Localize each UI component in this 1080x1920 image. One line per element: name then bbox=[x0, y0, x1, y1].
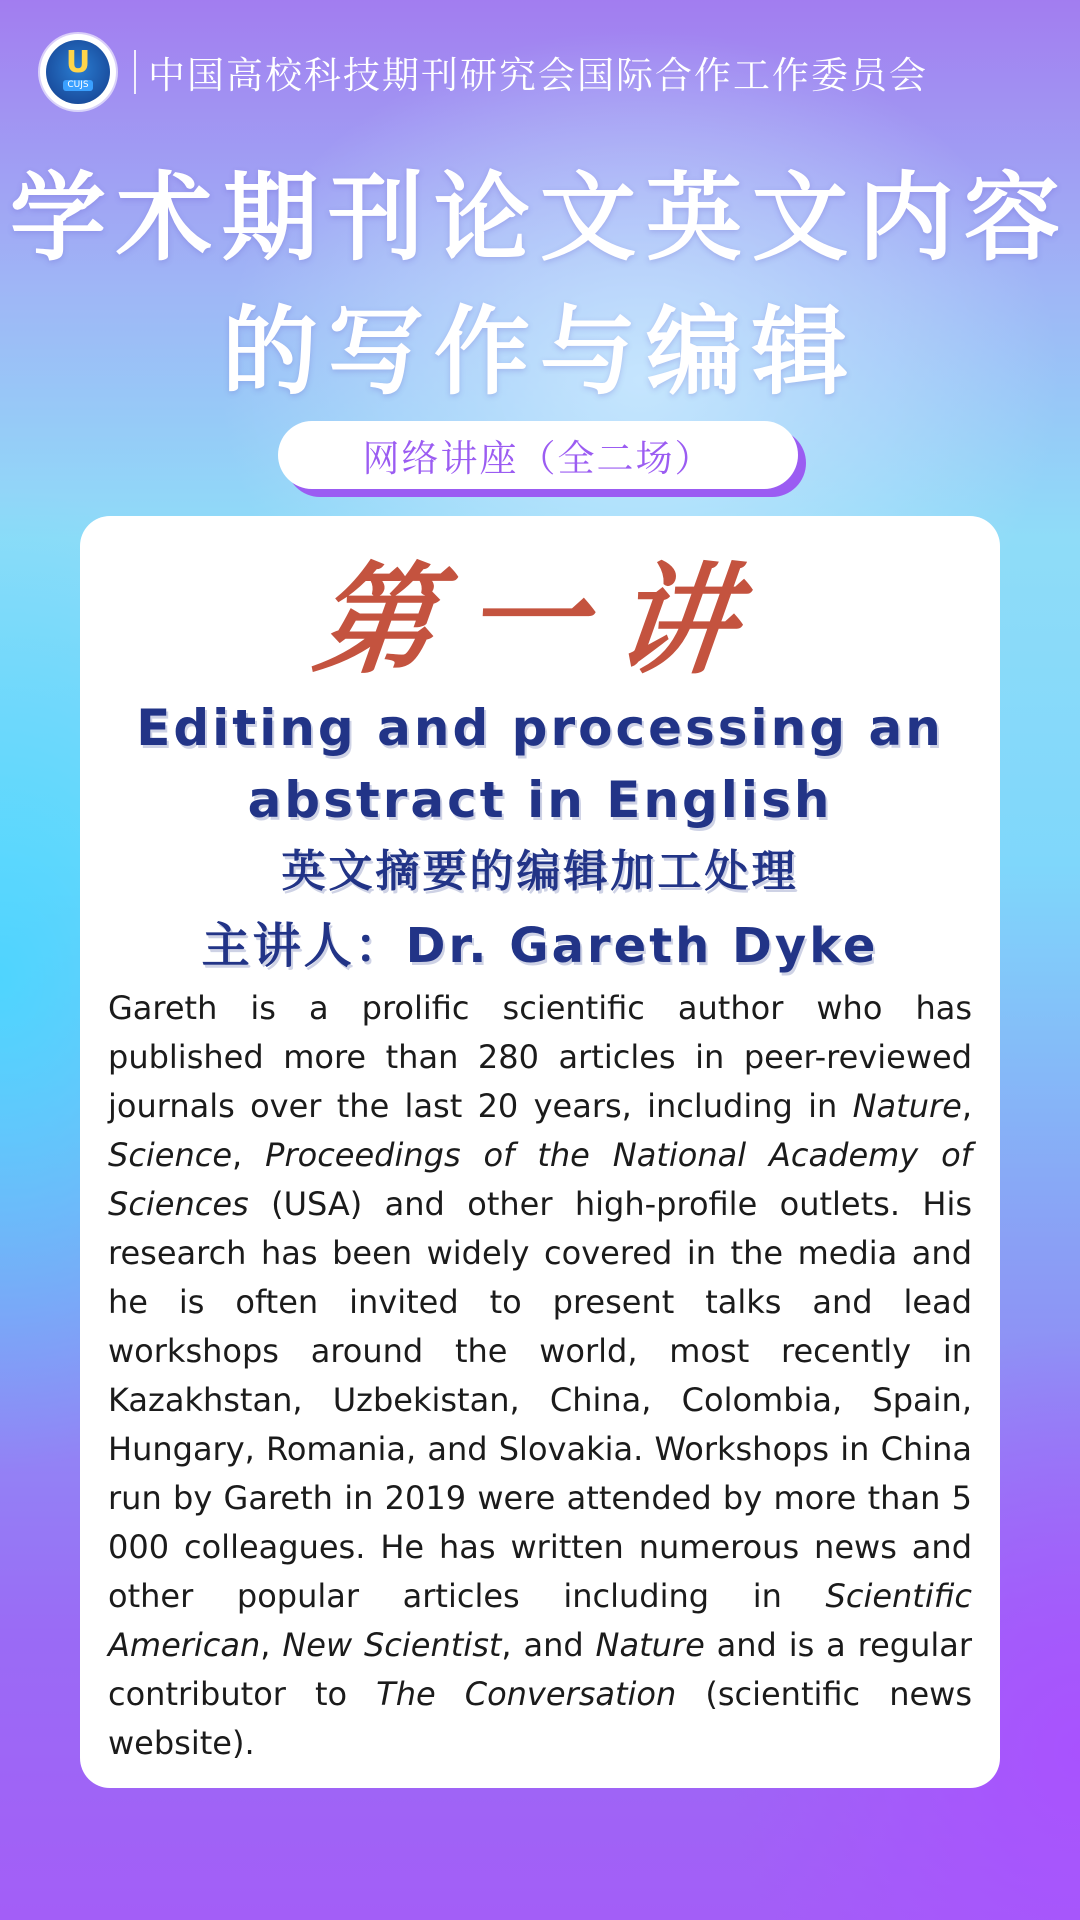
bio-text: (scientific news website). bbox=[108, 1675, 973, 1762]
header bbox=[40, 34, 928, 110]
bio-separator: , bbox=[961, 1087, 972, 1125]
bio-text: (USA) and other high-profile outlets. His research has been widely covered in the media and he is often invited to present talks and lead workshops around the world, most recently in Kazakhstan, Uzbekistan, China, Colombia, Spain, Hungary, Romania, and Slovakia. Workshops in China run by Gareth in 2019 were attended by more than 5 000 colleagues. He has written numerous news and other popular articles including in bbox=[108, 1185, 972, 1615]
talk-title-en-line-2: abstract in English bbox=[247, 771, 833, 829]
logo-letter: U bbox=[65, 44, 91, 80]
badge-label: 网络讲座（全二场） bbox=[278, 421, 798, 489]
organization-name: 中国高校科技期刊研究会国际合作工作委员会 bbox=[148, 54, 928, 97]
bio-separator: , bbox=[260, 1626, 283, 1664]
journal-scientific-american: Scientific American bbox=[108, 1577, 972, 1664]
lecture-number: 第一讲 bbox=[307, 550, 773, 691]
journal-the-conversation: The Conversation bbox=[376, 1675, 677, 1713]
lecture-series-badge bbox=[278, 421, 808, 493]
talk-title-en-line-1: Editing and processing an bbox=[136, 699, 944, 757]
organization-logo bbox=[40, 34, 116, 110]
journal-science: Science bbox=[108, 1136, 233, 1174]
logo-text: CUJS bbox=[63, 80, 92, 91]
speaker-bio bbox=[108, 984, 972, 1768]
bio-separator: , and bbox=[501, 1626, 596, 1664]
talk-title-cn: 英文摘要的编辑加工处理 bbox=[281, 846, 799, 897]
journal-nature: Nature bbox=[595, 1626, 705, 1664]
lecture-card bbox=[80, 516, 1000, 1788]
main-title-line-2: 的写作与编辑 bbox=[222, 296, 858, 408]
journal-nature: Nature bbox=[852, 1087, 962, 1125]
journal-new-scientist: New Scientist bbox=[282, 1626, 502, 1664]
header-divider bbox=[134, 50, 136, 94]
bio-separator: , bbox=[232, 1136, 266, 1174]
journal-pnas: Proceedings of the National Academy of Sciences bbox=[108, 1136, 973, 1223]
logo-emblem bbox=[46, 40, 110, 104]
bio-text: Gareth is a prolific scientific author who has published more than 280 articles in peer-reviewed journals over the last 20 years, including in bbox=[108, 989, 972, 1125]
bio-text: and is a regular contributor to bbox=[108, 1626, 973, 1713]
main-title-line-1: 学术期刊论文英文内容 bbox=[10, 162, 1070, 274]
speaker-name: 主讲人：Dr. Gareth Dyke bbox=[201, 918, 879, 974]
